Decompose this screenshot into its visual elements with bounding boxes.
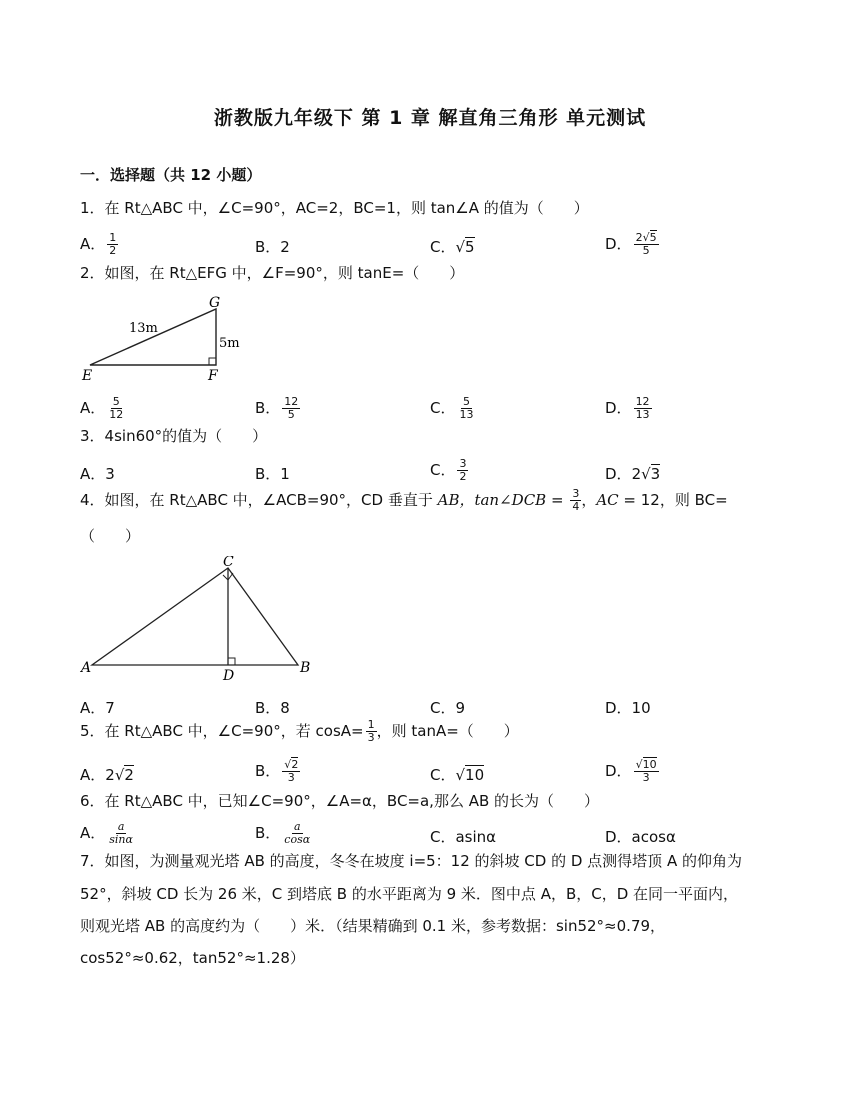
q2-option-b: B． $\frac{12}{5}$ [255,395,299,421]
label-d: D [223,668,235,684]
q2-option-d: D． $\frac{12}{13}$ [605,395,650,421]
q6-option-a: A． $\frac{a}{\sin\alpha}$ [80,820,133,846]
right-angle-mark [209,358,216,365]
triangle-efg [90,309,216,365]
label-f: F [208,368,218,384]
q4-option-b: B．8 [255,699,290,717]
q3-option-c: C． $\frac{3}{2}$ [430,457,467,483]
right-angle-d [228,658,235,665]
q6-option-c: C．asinα [430,828,497,846]
label-side: 5m [219,336,240,351]
question-7-line-4: cos52°≈0.62，tan52°≈1.28） [80,949,305,967]
label-hypotenuse: 13m [129,321,158,336]
q1-option-a: A． $\frac{1}{2}$ [80,231,117,257]
question-2-stem: 2．如图，在 Rt△EFG 中，∠F=90°，则 tanE=（ ） [80,264,465,282]
question-7-line-1: 7．如图，为测量观光塔 AB 的高度，冬冬在坡度 i=5：12 的斜坡 CD 的 D 点测得塔顶 A 的仰角为 [80,852,742,870]
question-7-line-3: 则观光塔 AB 的高度约为（ ）米．（结果精确到 0.1 米，参考数据：sin52°≈0.79， [80,917,666,935]
question-4-stem: 4．如图，在 Rt△ABC 中，∠ACB=90°，CD 垂直于 AB，tan∠DCB = $\frac{3}{4}$ ，AC = 12，则 BC= [80,487,728,513]
q1-option-d: D． $\frac{2√5}{5}$ [605,231,657,257]
q2-triangle-figure [78,292,248,384]
q1-option-b: B．2 [255,238,290,256]
label-a: A [81,660,92,676]
q4-option-d: D．10 [605,699,651,717]
q1-option-c: C．√5 [430,238,475,256]
label-g: G [209,295,221,311]
q3-option-d: D．2√3 [605,465,661,483]
q3-option-a: A．3 [80,465,115,483]
q4-triangle-figure [78,556,318,686]
label-b: B [300,660,311,676]
question-1-stem: 1．在 Rt△ABC 中，∠C=90°，AC=2，BC=1，则 tan∠A 的值为（ ） [80,199,589,217]
page-title: 浙教版九年级下 第 1 章 解直角三角形 单元测试 [213,107,647,129]
question-3-stem: 3．4sin60°的值为（ ） [80,427,268,445]
section-heading: 一．选择题（共 12 小题） [80,166,262,184]
question-7-line-2: 52°，斜坡 CD 长为 26 米，C 到塔底 B 的水平距离为 9 米．图中点 A，B，C，D 在同一平面内， [80,885,739,903]
q5-option-a: A．2√2 [80,766,134,784]
label-c: C [223,556,234,570]
question-5-stem: 5．在 Rt△ABC 中，∠C=90°，若 cosA= $\frac{1}{3}$ ，则 tanA=（ ） [80,718,519,744]
q6-option-d: D．acosα [605,828,676,846]
q5-option-d: D． $\frac{√10}{3}$ [605,758,657,784]
q2-option-a: A． $\frac{5}{12}$ [80,395,124,421]
q4-option-a: A．7 [80,699,115,717]
q5-option-c: C．√10 [430,766,485,784]
question-4-stem-line2: （ ） [80,527,141,545]
triangle-abc [92,568,298,665]
label-e: E [82,368,93,384]
q6-option-b: B． $\frac{a}{\cos\alpha}$ [255,820,311,846]
q4-option-c: C．9 [430,699,466,717]
q5-option-b: B． $\frac{√2}{3}$ [255,758,299,784]
q3-option-b: B．1 [255,465,290,483]
question-6-stem: 6．在 Rt△ABC 中，已知∠C=90°，∠A=α，BC=a,那么 AB 的长为（ ） [80,792,600,810]
q2-option-c: C． $\frac{5}{13}$ [430,395,474,421]
